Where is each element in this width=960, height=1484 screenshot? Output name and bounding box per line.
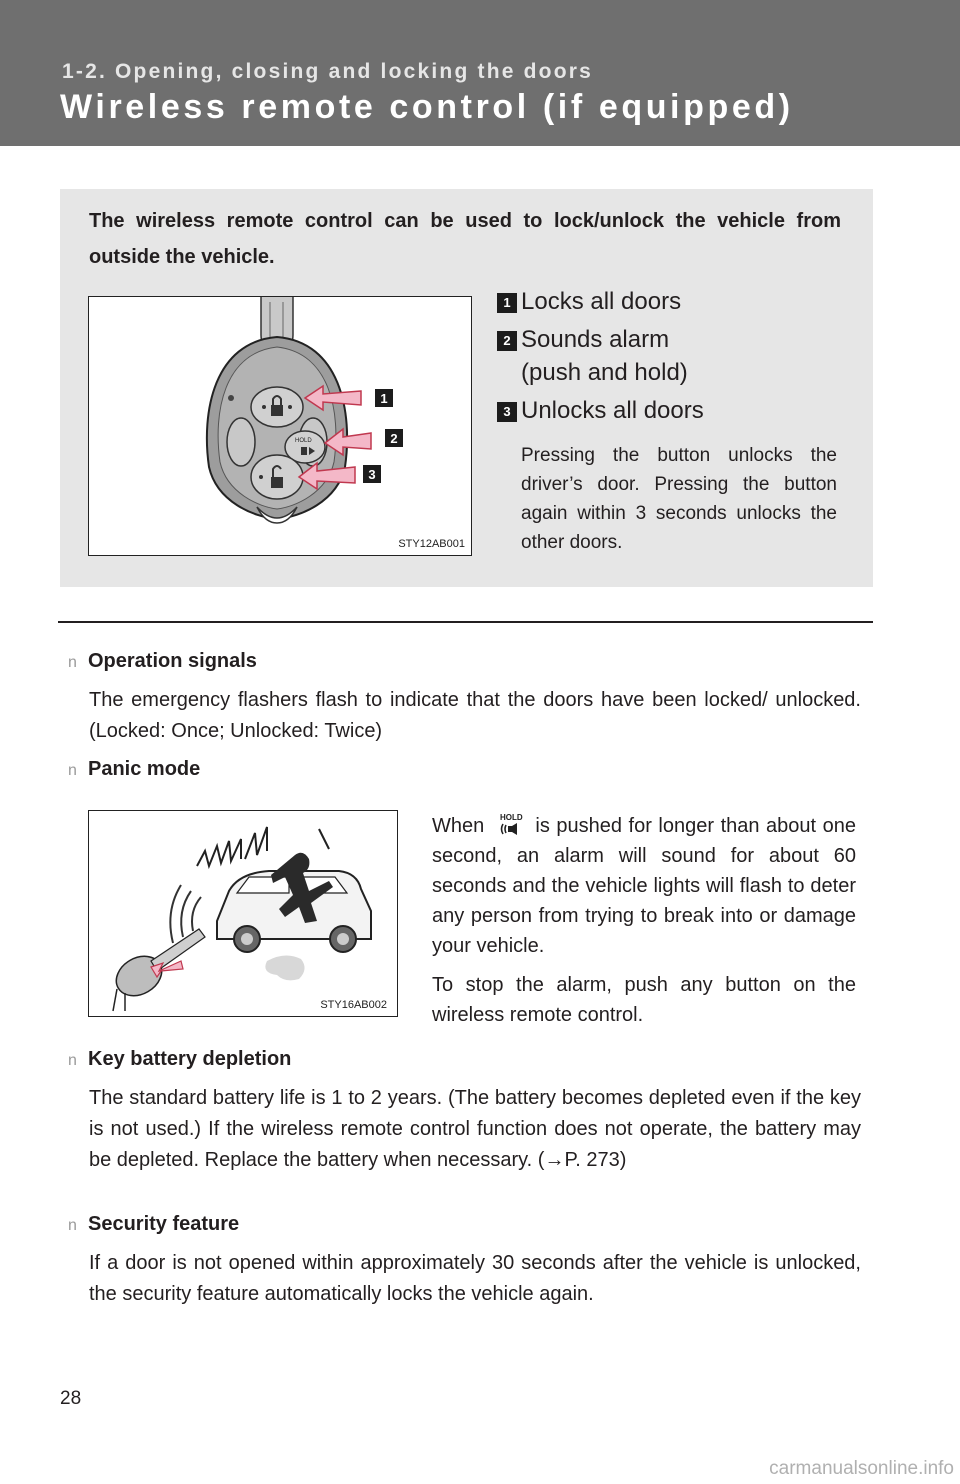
figure-tag-3: 3: [368, 467, 376, 482]
figure-tag-1: 1: [380, 391, 388, 406]
operation-signals-body: The emergency flashers flash to indicate that the doors have been locked/ unlocked. (Locked: Once; Unlocked: Twice): [89, 689, 861, 742]
legend-item-lock: [497, 285, 847, 318]
legend-label: Unlocks all doors: [521, 397, 704, 424]
hold-icon: [495, 812, 525, 838]
legend-item-unlock: [497, 394, 847, 427]
panic-mode-heading: [68, 758, 200, 781]
side-button-left: [227, 418, 255, 466]
key-battery-heading: [68, 1048, 291, 1071]
bullet-icon: n: [68, 1217, 77, 1234]
panic-mode-text: [432, 811, 856, 1039]
intro-box: [60, 189, 873, 587]
section-heading: 1-2. Opening, closing and locking the doors: [62, 60, 593, 83]
heading-text: Panic mode: [88, 758, 201, 780]
panic-paragraph-2: To stop the alarm, push any button on the wireless remote control.: [432, 974, 856, 1026]
legend-label: Locks all doors: [521, 288, 682, 315]
button-legend: [497, 285, 847, 557]
figure-id: STY12AB001: [398, 538, 465, 550]
unlock-note: Pressing the button unlocks the driver’s door. Pressing the button again within 3 seconds unlocks the other doors.: [521, 445, 837, 553]
legend-item-alarm: [497, 323, 847, 389]
hold-button-label: HOLD: [295, 438, 312, 444]
page-number: 28: [60, 1388, 82, 1409]
bullet-icon: n: [68, 654, 77, 671]
operation-signals-heading: [68, 650, 257, 673]
heading-text: Key battery depletion: [88, 1048, 292, 1070]
legend-number: 3: [497, 402, 517, 422]
legend-number: 2: [497, 331, 517, 351]
key-remote-figure: [88, 296, 472, 556]
security-feature-heading: [68, 1213, 239, 1236]
intro-text: The wireless remote control can be used to lock/unlock the vehicle from outside the vehicle.: [89, 210, 841, 268]
security-feature-body: If a door is not opened within approximately 30 seconds after the vehicle is unlocked, the security feature automatically locks the vehicle again.: [89, 1252, 861, 1305]
bullet-icon: n: [68, 762, 77, 779]
page-title: Wireless remote control (if equipped): [60, 88, 794, 126]
heading-text: Operation signals: [88, 650, 257, 672]
watermark: carmanualsonline.info: [769, 1458, 954, 1479]
legend-number: 1: [497, 293, 517, 313]
divider: [58, 621, 873, 623]
legend-label: Sounds alarm: [521, 326, 670, 353]
panic-text-before: When: [432, 815, 485, 837]
legend-sublabel: (push and hold): [521, 359, 688, 386]
panic-mode-illustration: [89, 811, 397, 1016]
hold-icon-label: HOLD: [499, 813, 523, 822]
panic-paragraph-1: [432, 811, 856, 961]
key-battery-body: The standard battery life is 1 to 2 years. (The battery becomes depleted even if the key is not used.) If the wireless remote control function does not operate, the battery may be depleted. Replace the battery when necessary. (→P. 273): [89, 1087, 861, 1171]
bullet-icon: n: [68, 1052, 77, 1069]
header-band: [0, 0, 960, 146]
figure-tag-2: 2: [390, 431, 398, 446]
panic-mode-figure: [88, 810, 398, 1017]
key-remote-illustration: [89, 297, 471, 555]
figure-id: STY16AB002: [320, 999, 387, 1011]
heading-text: Security feature: [88, 1213, 240, 1235]
panic-text-after: is pushed for longer than about one second, an alarm will sound for about 60 seconds and the vehicle lights will flash to deter any person from trying to break into or damage your vehicle.: [432, 815, 857, 957]
